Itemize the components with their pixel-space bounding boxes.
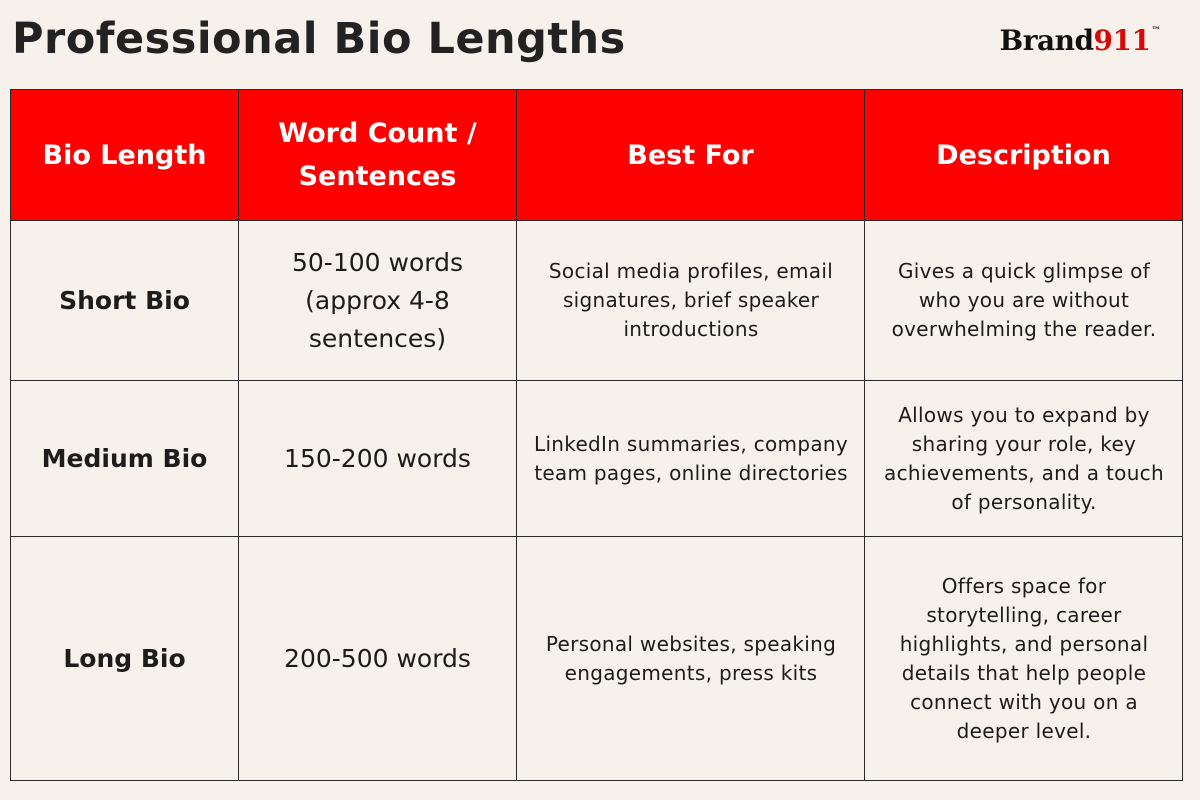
table-header-row bbox=[11, 90, 1183, 221]
brand-logo-trademark: ™ bbox=[1151, 26, 1160, 36]
column-header-best-for: Best For bbox=[517, 90, 865, 221]
column-header-bio-length: Bio Length bbox=[11, 90, 239, 221]
brand-logo-number: 911 bbox=[1093, 24, 1151, 57]
best-for-cell: Social media profiles, email signatures, brief speaker introductions bbox=[517, 221, 865, 381]
brand-logo bbox=[1000, 24, 1160, 57]
table-row bbox=[11, 381, 1183, 537]
best-for-cell: Personal websites, speaking engagements, press kits bbox=[517, 537, 865, 781]
bio-length-cell: Short Bio bbox=[11, 221, 239, 381]
page-title: Professional Bio Lengths bbox=[12, 14, 626, 64]
word-count-cell: 50-100 words (approx 4-8 sentences) bbox=[239, 221, 517, 381]
column-header-description: Description bbox=[865, 90, 1183, 221]
brand-logo-text: Brand bbox=[999, 24, 1094, 57]
table-row bbox=[11, 221, 1183, 381]
column-header-word-count: Word Count / Sentences bbox=[239, 90, 517, 221]
description-cell: Offers space for storytelling, career highlights, and personal details that help people connect with you on a deeper level. bbox=[865, 537, 1183, 781]
word-count-cell: 200-500 words bbox=[239, 537, 517, 781]
description-cell: Gives a quick glimpse of who you are without overwhelming the reader. bbox=[865, 221, 1183, 381]
word-count-cell: 150-200 words bbox=[239, 381, 517, 537]
best-for-cell: LinkedIn summaries, company team pages, online directories bbox=[517, 381, 865, 537]
bio-lengths-table bbox=[10, 89, 1183, 781]
bio-length-cell: Long Bio bbox=[11, 537, 239, 781]
bio-length-cell: Medium Bio bbox=[11, 381, 239, 537]
description-cell: Allows you to expand by sharing your role, key achievements, and a touch of personality. bbox=[865, 381, 1183, 537]
table-row bbox=[11, 537, 1183, 781]
